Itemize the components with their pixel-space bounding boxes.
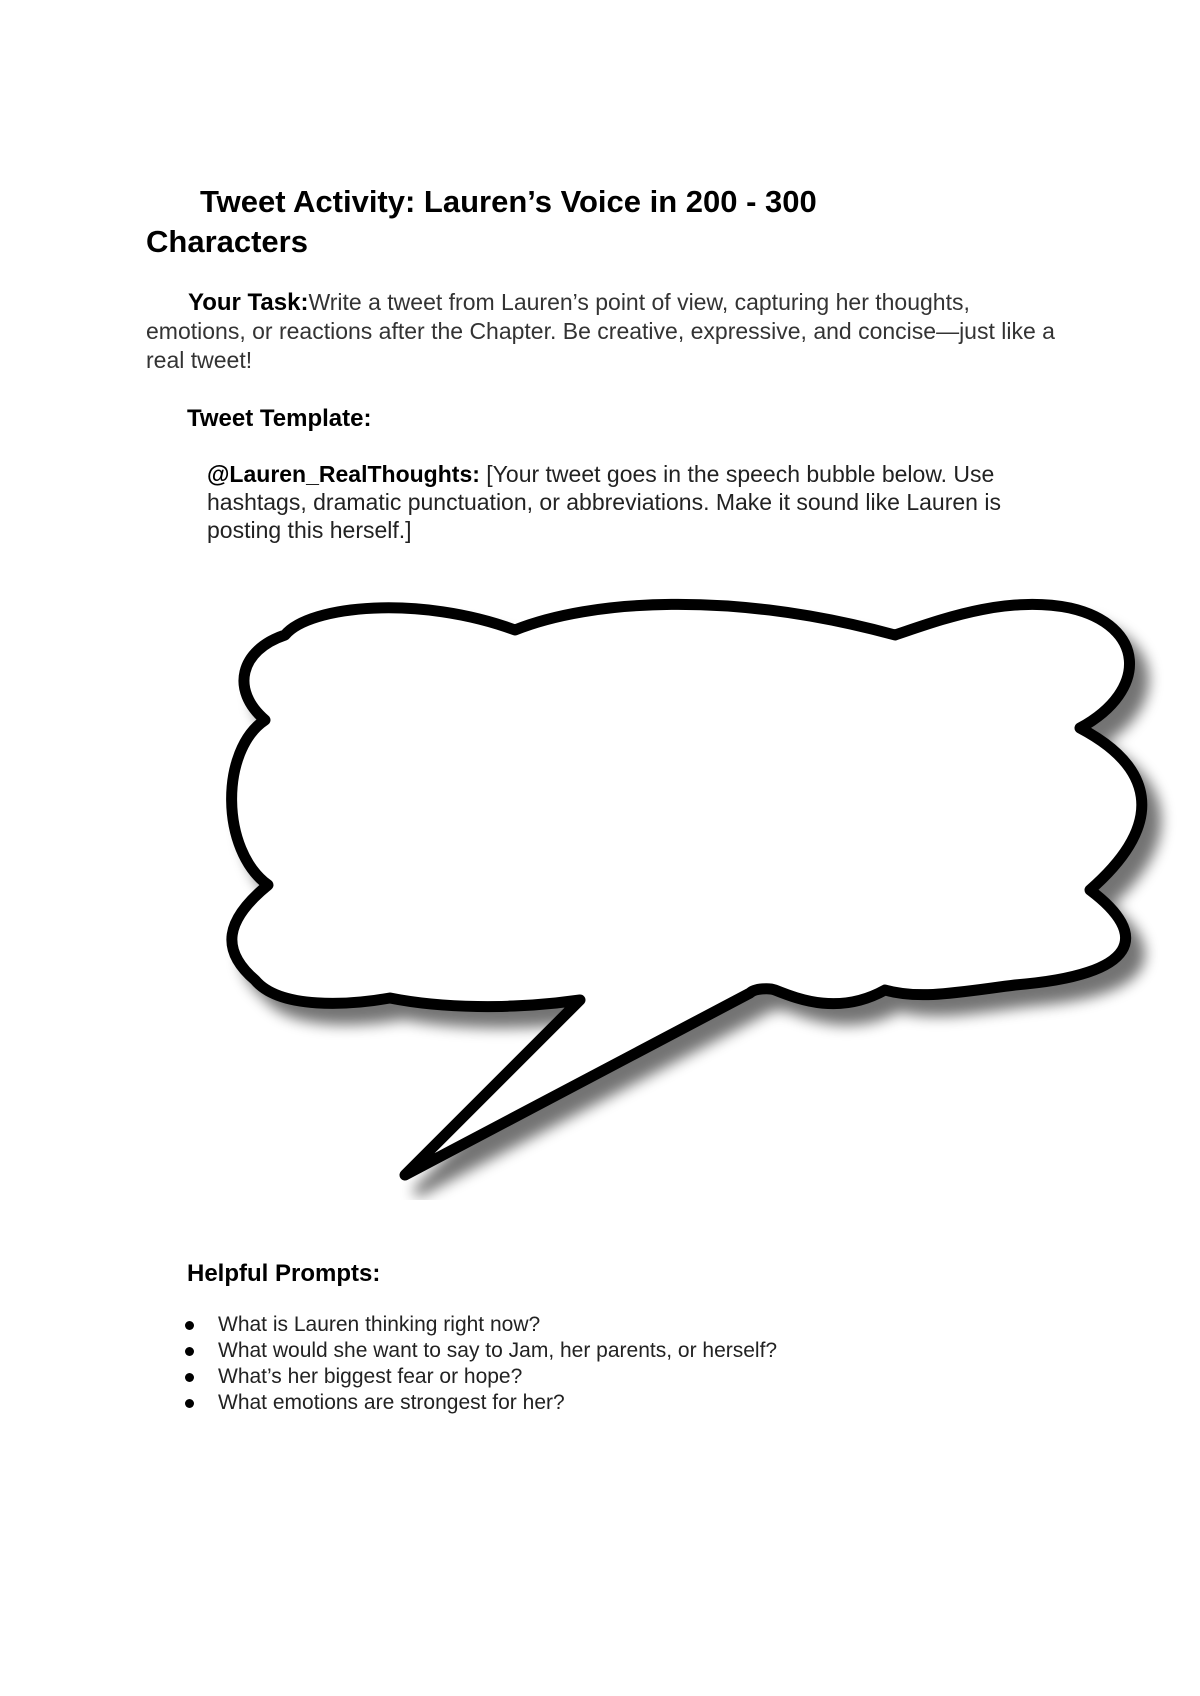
bullet-icon	[185, 1399, 194, 1408]
helpful-prompts-list	[185, 1312, 1085, 1416]
title-line-1: Tweet Activity: Lauren’s Voice in 200 - 300	[200, 184, 817, 219]
task-label: Your Task:	[188, 289, 309, 316]
task-paragraph	[146, 288, 1066, 375]
tweet-template-instructions: [Your tweet goes in the speech bubble below. Use hashtags, dramatic punctuation, or abbreviations. Make it sound like Lauren is posting this herself.]	[207, 461, 1001, 543]
list-item: What would she want to say to Jam, her parents, or herself?	[185, 1338, 1085, 1364]
list-item: What emotions are strongest for her?	[185, 1390, 1085, 1416]
helpful-prompts-heading: Helpful Prompts:	[187, 1260, 381, 1287]
list-item: What is Lauren thinking right now?	[185, 1312, 1085, 1338]
page-title	[146, 182, 946, 262]
list-item: What’s her biggest fear or hope?	[185, 1364, 1085, 1390]
bullet-icon	[185, 1373, 194, 1382]
bullet-icon	[185, 1321, 194, 1330]
speech-bubble-icon[interactable]	[200, 580, 1200, 1200]
twitter-handle: @Lauren_RealThoughts:	[207, 461, 480, 487]
bullet-icon	[185, 1347, 194, 1356]
title-line-2: Characters	[146, 224, 308, 259]
tweet-template-body	[207, 460, 1027, 544]
speech-bubble-outline	[232, 604, 1142, 1175]
tweet-template-heading: Tweet Template:	[187, 405, 372, 432]
task-text: Write a tweet from Lauren’s point of view, capturing her thoughts, emotions, or reactions after the Chapter. Be creative, expressive, and concise—just like a real tweet!	[146, 289, 1055, 373]
